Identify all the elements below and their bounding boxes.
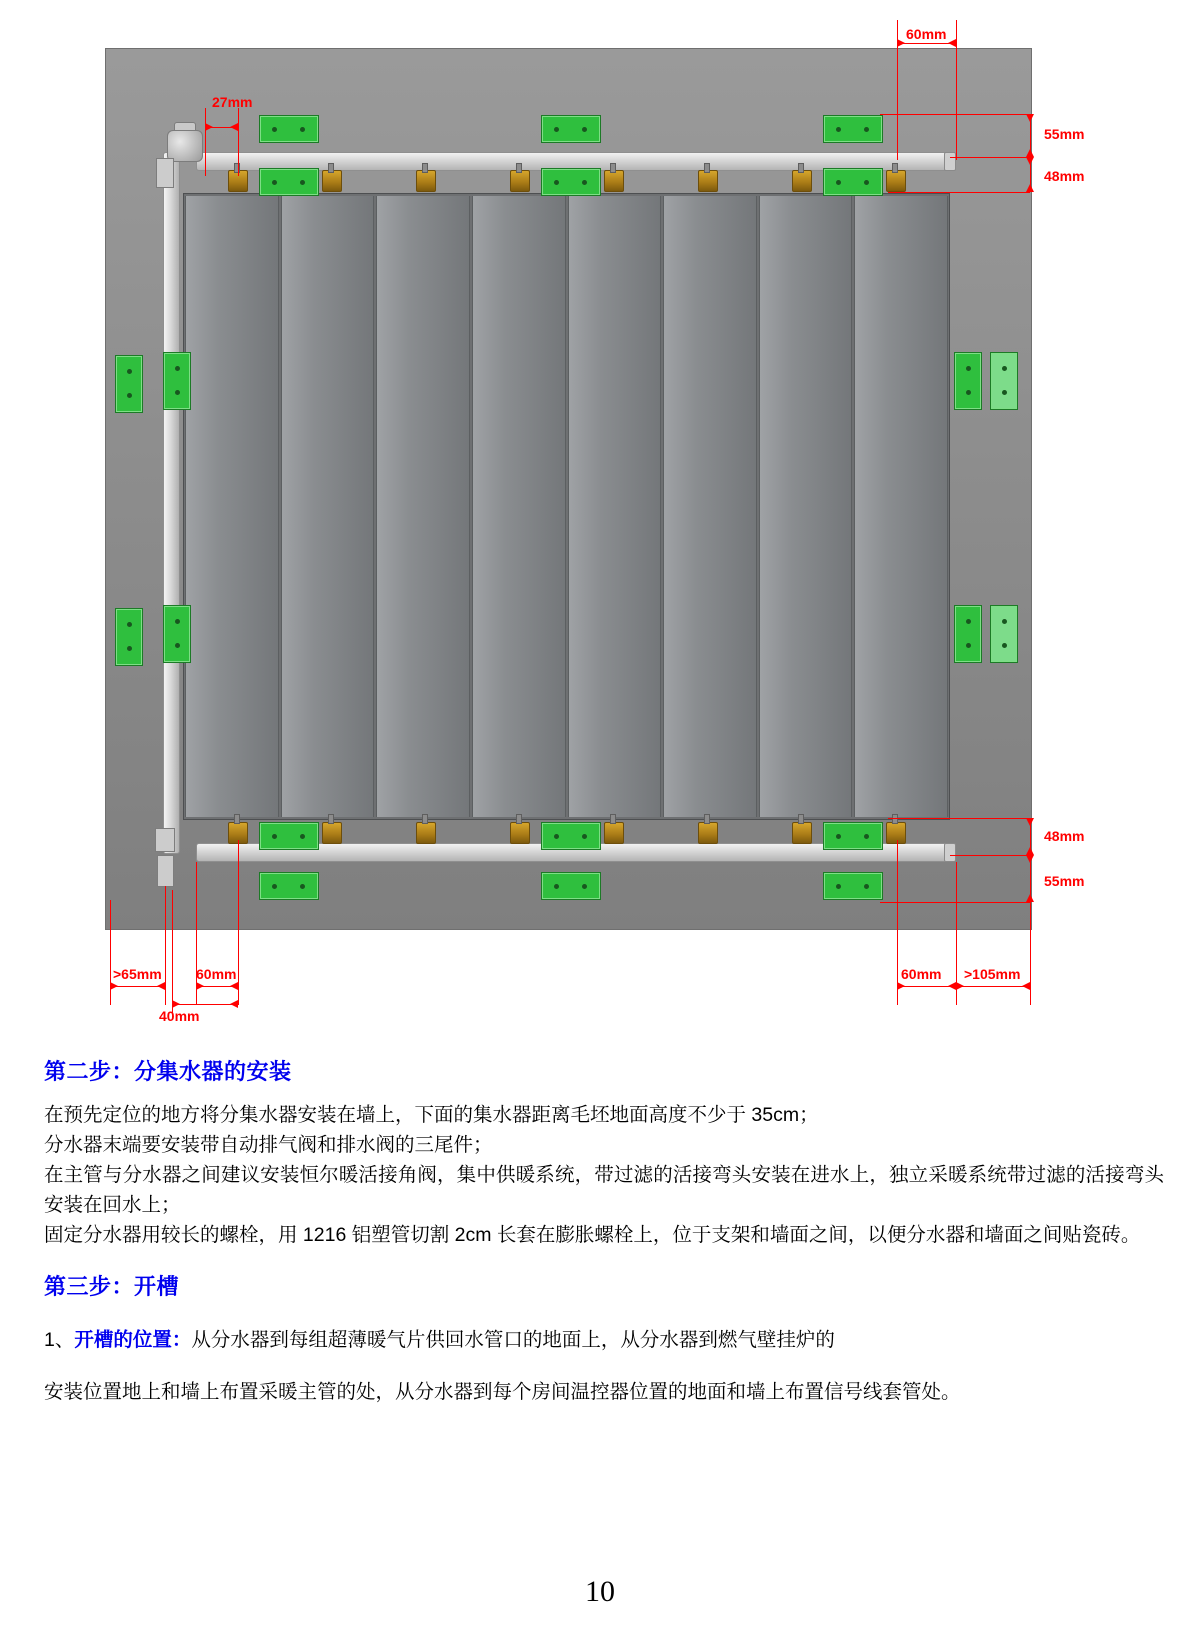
step-2-line-4: 固定分水器用较长的螺栓，用 1216 铝塑管切割 2cm 长套在膨胀螺栓上，位于支架和墙面之间，以便分水器和墙面之间贴瓷砖。 — [44, 1224, 1141, 1246]
valve-stem — [610, 814, 616, 824]
radiator-valve — [792, 170, 812, 192]
dim-ext-line — [205, 108, 206, 176]
dim-arrow — [897, 39, 905, 47]
dim-label-27: 27mm — [212, 94, 253, 110]
mounting-bracket — [541, 822, 601, 850]
dim-label-48-top: 48mm — [1044, 168, 1085, 184]
ultra-thin-radiator — [183, 193, 950, 820]
valve-stem — [422, 163, 428, 173]
mounting-bracket — [259, 822, 319, 850]
valve-stem — [328, 163, 334, 173]
dim-ext-line — [165, 886, 166, 1005]
dim-label-55-bottom: 55mm — [1044, 873, 1085, 889]
mounting-bracket — [259, 115, 319, 143]
dim-arrow — [948, 39, 956, 47]
document-body — [44, 1055, 1164, 1409]
radiator-valve — [322, 822, 342, 844]
valve-stem — [516, 163, 522, 173]
radiator-fin — [472, 196, 566, 817]
radiator-valve — [510, 170, 530, 192]
dim-label-60-left: 60mm — [196, 966, 237, 982]
mounting-bracket — [823, 168, 883, 196]
mounting-bracket — [541, 168, 601, 196]
dim-label-gt105: >105mm — [964, 966, 1021, 982]
mounting-bracket — [954, 352, 982, 410]
valve-stem — [422, 814, 428, 824]
radiator-fin — [568, 196, 662, 817]
valve-stem — [610, 163, 616, 173]
dim-label-top-60: 60mm — [906, 26, 947, 42]
valve-stem — [234, 163, 240, 173]
dim-ext-line — [238, 840, 239, 1005]
dim-ext-line — [1030, 896, 1031, 1005]
dim-ext-line — [880, 114, 1030, 115]
dim-label-55-top: 55mm — [1044, 126, 1085, 142]
dim-arrow — [1026, 114, 1034, 122]
dim-arrow — [1026, 818, 1034, 826]
top-tee-fitting — [156, 158, 174, 188]
dim-ext-line — [897, 840, 898, 1005]
dim-ext-line — [880, 902, 1030, 903]
mounting-bracket — [954, 605, 982, 663]
dim-arrow — [956, 982, 964, 990]
dim-arrow — [157, 982, 165, 990]
radiator-valve — [886, 170, 906, 192]
mounting-bracket — [541, 872, 601, 900]
mounting-bracket — [990, 605, 1018, 663]
dim-arrow — [205, 123, 213, 131]
radiator-valve — [416, 822, 436, 844]
slot-position-item — [44, 1323, 1164, 1357]
radiator-fin — [376, 196, 470, 817]
dim-label-48-bottom: 48mm — [1044, 828, 1085, 844]
mounting-bracket — [823, 822, 883, 850]
valve-stem — [798, 163, 804, 173]
mounting-bracket — [541, 115, 601, 143]
dim-line — [956, 986, 1030, 987]
step-3-heading: 第三步：开槽 — [44, 1274, 180, 1299]
mounting-bracket — [823, 115, 883, 143]
dim-ext-line — [888, 192, 1030, 193]
mounting-bracket — [990, 352, 1018, 410]
item-text-line-1: 从分水器到每组超薄暖气片供回水管口的地面上，从分水器到燃气壁挂炉的 — [191, 1329, 835, 1351]
radiator-fin — [663, 196, 757, 817]
dim-arrow — [897, 982, 905, 990]
top-pipe-end-cap — [944, 152, 956, 171]
mounting-bracket — [259, 872, 319, 900]
radiator-fin — [854, 196, 948, 817]
step-2-line-2: 分水器末端要安装带自动排气阀和排水阀的三尾件； — [44, 1134, 493, 1156]
radiator-fin — [759, 196, 853, 817]
dim-label-gt65: >65mm — [113, 966, 162, 982]
radiator-valve — [698, 170, 718, 192]
mounting-bracket — [259, 168, 319, 196]
item-label: 开槽的位置： — [74, 1329, 192, 1351]
radiator-valve — [510, 822, 530, 844]
dim-ext-line — [950, 855, 1030, 856]
item-number: 1、 — [44, 1329, 75, 1351]
dim-arrow — [172, 1000, 180, 1008]
dim-arrow — [110, 982, 118, 990]
valve-stem — [892, 163, 898, 173]
bottom-tee-fitting — [155, 828, 175, 852]
vertical-riser-pipe — [163, 152, 180, 854]
valve-stem — [516, 814, 522, 824]
dim-arrow — [1026, 184, 1034, 192]
dim-arrow — [1026, 847, 1034, 855]
dim-arrow — [1022, 982, 1030, 990]
dim-ext-line — [238, 108, 239, 176]
mounting-bracket — [823, 872, 883, 900]
valve-stem — [704, 163, 710, 173]
page-number: 10 — [585, 1575, 615, 1608]
valve-stem — [234, 814, 240, 824]
dim-arrow — [1026, 149, 1034, 157]
dim-ext-line — [950, 157, 1030, 158]
dim-arrow — [230, 982, 238, 990]
radiator-valve — [322, 170, 342, 192]
step-2-line-3: 在主管与分水器之间建议安装恒尔暖活接角阀，集中供暖系统，带过滤的活接弯头安装在进水上，独立采暖系统带过滤的活接弯头安装在回水上； — [44, 1164, 1164, 1216]
dim-arrow — [1026, 855, 1034, 863]
radiator-valve — [792, 822, 812, 844]
mounting-bracket — [163, 605, 191, 663]
radiator-fin — [185, 196, 279, 817]
slot-position-item-cont: 安装位置地上和墙上布置采暖主管的处，从分水器到每个房间温控器位置的地面和墙上布置信号线套管处。 — [44, 1381, 961, 1403]
valve-stem — [798, 814, 804, 824]
dim-arrow — [196, 982, 204, 990]
drain-valve-fitting — [157, 855, 174, 887]
radiator-fin — [281, 196, 375, 817]
step-2-line-1: 在预先定位的地方将分集水器安装在墙上，下面的集水器距离毛坯地面高度不少于 35cm； — [44, 1104, 819, 1126]
mounting-bracket — [115, 355, 143, 413]
step-2-heading: 第二步：分集水器的安装 — [44, 1059, 292, 1084]
valve-stem — [892, 814, 898, 824]
dim-arrow — [230, 123, 238, 131]
mounting-bracket — [163, 352, 191, 410]
dim-arrow — [1026, 157, 1034, 165]
radiator-valve — [698, 822, 718, 844]
valve-stem — [328, 814, 334, 824]
dim-label-60-right: 60mm — [901, 966, 942, 982]
mounting-bracket — [115, 608, 143, 666]
dim-arrow — [948, 982, 956, 990]
dim-line — [172, 1004, 238, 1005]
valve-stem — [704, 814, 710, 824]
dim-ext-line — [888, 818, 1030, 819]
dim-ext-line — [956, 20, 957, 160]
dim-ext-line — [172, 890, 173, 1015]
radiator-valve — [604, 822, 624, 844]
bottom-pipe-end-cap — [944, 843, 956, 862]
radiator-valve — [886, 822, 906, 844]
dim-label-40: 40mm — [159, 1008, 200, 1024]
radiator-valve — [416, 170, 436, 192]
radiator-valve — [604, 170, 624, 192]
dim-arrow — [230, 1000, 238, 1008]
